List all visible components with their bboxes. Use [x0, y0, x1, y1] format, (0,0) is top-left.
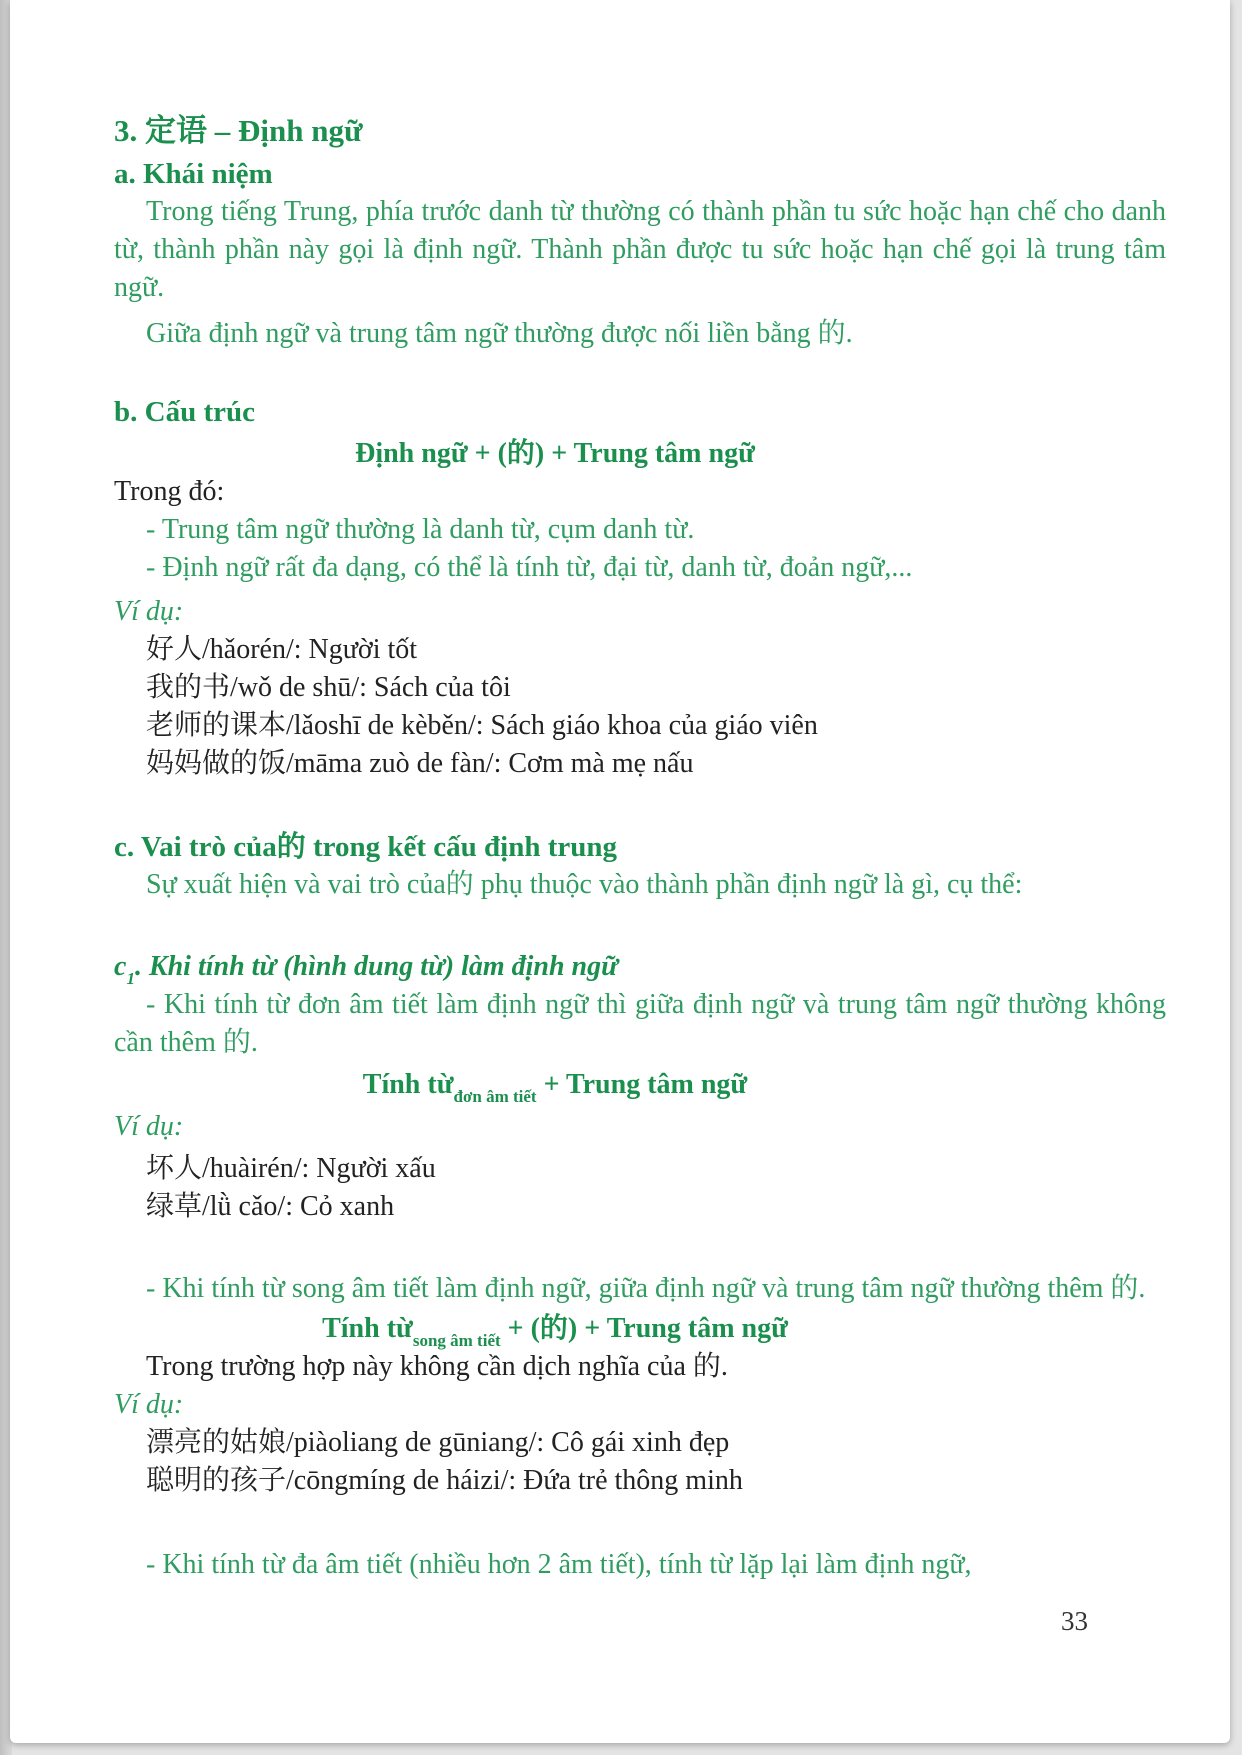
page-title: 3. 定语 – Định ngữ: [114, 113, 363, 148]
formula-tinh-tu-don: [114, 1066, 1166, 1104]
section-c-heading: c. Vai trò của的 trong kết cấu định trung: [114, 831, 617, 863]
trong-do-label: Trong đó:: [114, 476, 225, 507]
example-label: Ví dụ:: [114, 1389, 184, 1420]
formula-dinh-ngu: [114, 435, 1166, 473]
document-page: [10, 0, 1230, 1743]
note-no-translation: Trong trường hợp này không cần dịch nghĩa của 的.: [146, 1351, 728, 1382]
section-b-heading: b. Cấu trúc: [114, 396, 255, 428]
page-content: [10, 0, 1230, 1640]
c1-heading-main: c: [114, 951, 127, 982]
example-label: Ví dụ:: [114, 596, 184, 627]
c1-heading-rest: . Khi tính từ (hình dung từ) làm định ngữ: [134, 951, 618, 982]
example-line: 老师的课本/lǎoshī de kèběn/: Sách giáo khoa của giáo viên: [146, 710, 818, 741]
example-label: Ví dụ:: [114, 1111, 184, 1142]
section-a-heading: a. Khái niệm: [114, 158, 273, 190]
page-number: 33: [1061, 1606, 1088, 1636]
formula-main: Tính từ: [362, 1069, 454, 1100]
example-line: 我的书/wǒ de shū/: Sách của tôi: [146, 672, 511, 703]
formula-rest: + (的) + Trung tâm ngữ: [500, 1313, 788, 1344]
section-c-intro: Sự xuất hiện và vai trò của的 phụ thuộc vào thành phần định ngữ là gì, cụ thể:: [146, 869, 1023, 900]
example-line: 绿草/lǜ cǎo/: Cỏ xanh: [146, 1191, 395, 1222]
example-line: 妈妈做的饭/māma zuò de fàn/: Cơm mà mẹ nấu: [146, 748, 694, 779]
formula-dinh-ngu-text: Định ngữ + (的) + Trung tâm ngữ: [355, 438, 755, 469]
formula-subscript: đơn âm tiết: [453, 1087, 537, 1106]
bullet-trung-tam-ngu: - Trung tâm ngữ thường là danh từ, cụm danh từ.: [146, 514, 695, 545]
formula-rest: + Trung tâm ngữ: [536, 1069, 748, 1100]
rule-monosyllabic: - Khi tính từ đơn âm tiết làm định ngữ thì giữa định ngữ và trung tâm ngữ thường không cần thêm 的.: [114, 989, 1166, 1058]
example-line: 好人/hǎorén/: Người tốt: [146, 634, 418, 665]
formula-main: Tính từ: [322, 1313, 413, 1344]
concept-paragraph: Trong tiếng Trung, phía trước danh từ thường có thành phần tu sức hoặc hạn chế cho danh từ, thành phần này gọi là định ngữ. Thành phần được tu sức hoặc hạn chế gọi là trung tâm ngữ.: [114, 196, 1166, 303]
example-line: 漂亮的姑娘/piàoliang de gūniang/: Cô gái xinh đẹp: [146, 1427, 730, 1458]
example-line: 坏人/huàirén/: Người xấu: [146, 1153, 436, 1184]
c1-heading-subscript: 1: [126, 969, 135, 988]
formula-tinh-tu-song: [114, 1310, 1166, 1348]
c1-heading: [114, 948, 1166, 986]
formula-subscript: song âm tiết: [412, 1331, 501, 1350]
rule-polysyllabic: - Khi tính từ đa âm tiết (nhiều hơn 2 âm tiết), tính từ lặp lại làm định ngữ,: [146, 1549, 972, 1580]
bullet-dinh-ngu-da-dang: - Định ngữ rất đa dạng, có thể là tính từ, đại từ, danh từ, đoản ngữ,...: [146, 552, 913, 583]
rule-disyllabic: - Khi tính từ song âm tiết làm định ngữ, giữa định ngữ và trung tâm ngữ thường thêm 的.: [146, 1273, 1146, 1304]
example-line: 聪明的孩子/cōngmíng de háizi/: Đứa trẻ thông minh: [146, 1465, 743, 1496]
link-paragraph: Giữa định ngữ và trung tâm ngữ thường được nối liền bằng 的.: [146, 318, 853, 349]
